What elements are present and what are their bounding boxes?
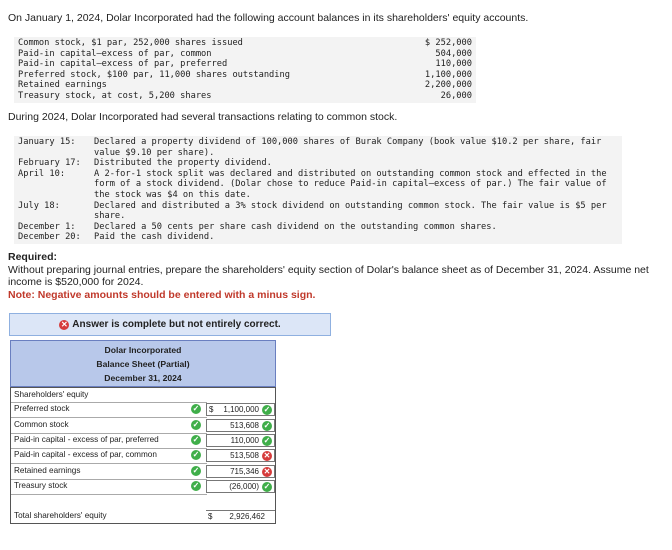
check-icon: ✓ — [263, 436, 271, 445]
section-row — [11, 388, 275, 403]
intro-text: On January 1, 2024, Dolar Incorporated had the following account balances in its shareholders' equity accounts. — [8, 12, 529, 24]
check-icon: ✓ — [192, 481, 200, 490]
transaction-row: February 17: Distributed the property dividend. — [18, 158, 272, 169]
transaction-row: July 18: Declared and distributed a 3% stock dividend on outstanding common stock. The fair value is $5 per share. — [18, 200, 612, 222]
transactions-list — [14, 136, 622, 244]
required-heading: Required: — [8, 251, 58, 263]
transaction-row: April 10: A 2-for-1 stock split was declared and distributed on outstanding common stock and effected in the form of a stock dividend. (Dolar chose to reduce Paid-in capital—excess of par.) The fair value of the stock was $4 on this date. — [18, 168, 612, 200]
incorrect-icon: ✕ — [60, 319, 68, 329]
balance-row: Common stock, $1 par, 252,000 shares issued $ 252,000 — [18, 38, 472, 48]
amount-input[interactable]: 513,608 ✓ — [206, 419, 275, 432]
balance-row: Treasury stock, at cost, 5,200 shares 26,000 — [18, 90, 472, 101]
total-row — [11, 509, 275, 524]
table-row: Preferred stock ✓ $ 1,100,000 ✓ — [11, 402, 275, 417]
incorrect-icon: ✕ — [263, 451, 271, 460]
balance-row: Preferred stock, $100 par, 11,000 shares outstanding 1,100,000 — [18, 69, 472, 80]
negative-note: Note: Negative amounts should be entered with a minus sign. — [8, 288, 316, 301]
total-label: Total shareholders' equity — [14, 511, 107, 520]
statement-header — [10, 340, 276, 387]
amount-input[interactable]: $ 1,100,000 ✓ — [206, 403, 275, 416]
amount-input[interactable]: 110,000 ✓ — [206, 434, 275, 447]
answer-status-banner — [9, 313, 331, 336]
balance-row: Retained earnings 2,200,000 — [18, 80, 472, 91]
section-label: Shareholders' equity — [14, 390, 89, 399]
check-icon: ✓ — [192, 466, 200, 475]
company-name: Dolar Incorporated — [104, 345, 182, 355]
amount-input[interactable]: 715,346 ✕ — [206, 465, 275, 478]
transaction-row: January 15: Declared a property dividend of 100,000 shares of Burak Company (book value $10.2 per share, fair value $9.10 per share). — [18, 137, 607, 158]
table-row: Treasury stock ✓ (26,000) ✓ — [11, 479, 275, 494]
balance-row: Paid-in capital—excess of par, common 504,000 — [18, 48, 472, 59]
check-icon: ✓ — [263, 405, 271, 414]
equity-table — [10, 387, 276, 524]
statement-date: December 31, 2024 — [104, 373, 182, 383]
incorrect-icon: ✕ — [263, 467, 271, 476]
transaction-row: December 20: Paid the cash dividend. — [18, 232, 215, 243]
check-icon: ✓ — [263, 421, 271, 430]
balance-row: Paid-in capital—excess of par, preferred 110,000 — [18, 59, 472, 70]
table-row: Paid-in capital - excess of par, common ✓ 513,508 ✕ — [11, 448, 275, 463]
amount-input[interactable]: (26,000) ✓ — [206, 480, 275, 493]
required-text: Without preparing journal entries, prepare the shareholders' equity section of Dolar's balance sheet as of December 31, 2024. Assume net income is $520,000 for 2024. — [8, 263, 649, 289]
check-icon: ✓ — [192, 420, 200, 429]
statement-title: Balance Sheet (Partial) — [96, 359, 190, 369]
check-icon: ✓ — [263, 482, 271, 491]
opening-balances — [14, 37, 476, 103]
transaction-row: December 1: Declared a 50 cents per share cash dividend on the outstanding common shares. — [18, 221, 497, 232]
total-value: $ 2,926,462 — [206, 510, 275, 523]
table-row: Common stock ✓ 513,608 ✓ — [11, 418, 275, 433]
check-icon: ✓ — [192, 435, 200, 444]
table-row: Retained earnings ✓ 715,346 ✕ — [11, 464, 275, 479]
check-icon: ✓ — [192, 450, 200, 459]
transactions-intro: During 2024, Dolar Incorporated had several transactions relating to common stock. — [8, 111, 398, 123]
requirement-block — [8, 251, 668, 301]
table-row: Paid-in capital - excess of par, preferred ✓ 110,000 ✓ — [11, 433, 275, 448]
banner-text: Answer is complete but not entirely correct. — [72, 319, 281, 330]
amount-input[interactable]: 513,508 ✕ — [206, 449, 275, 462]
check-icon: ✓ — [192, 404, 200, 413]
